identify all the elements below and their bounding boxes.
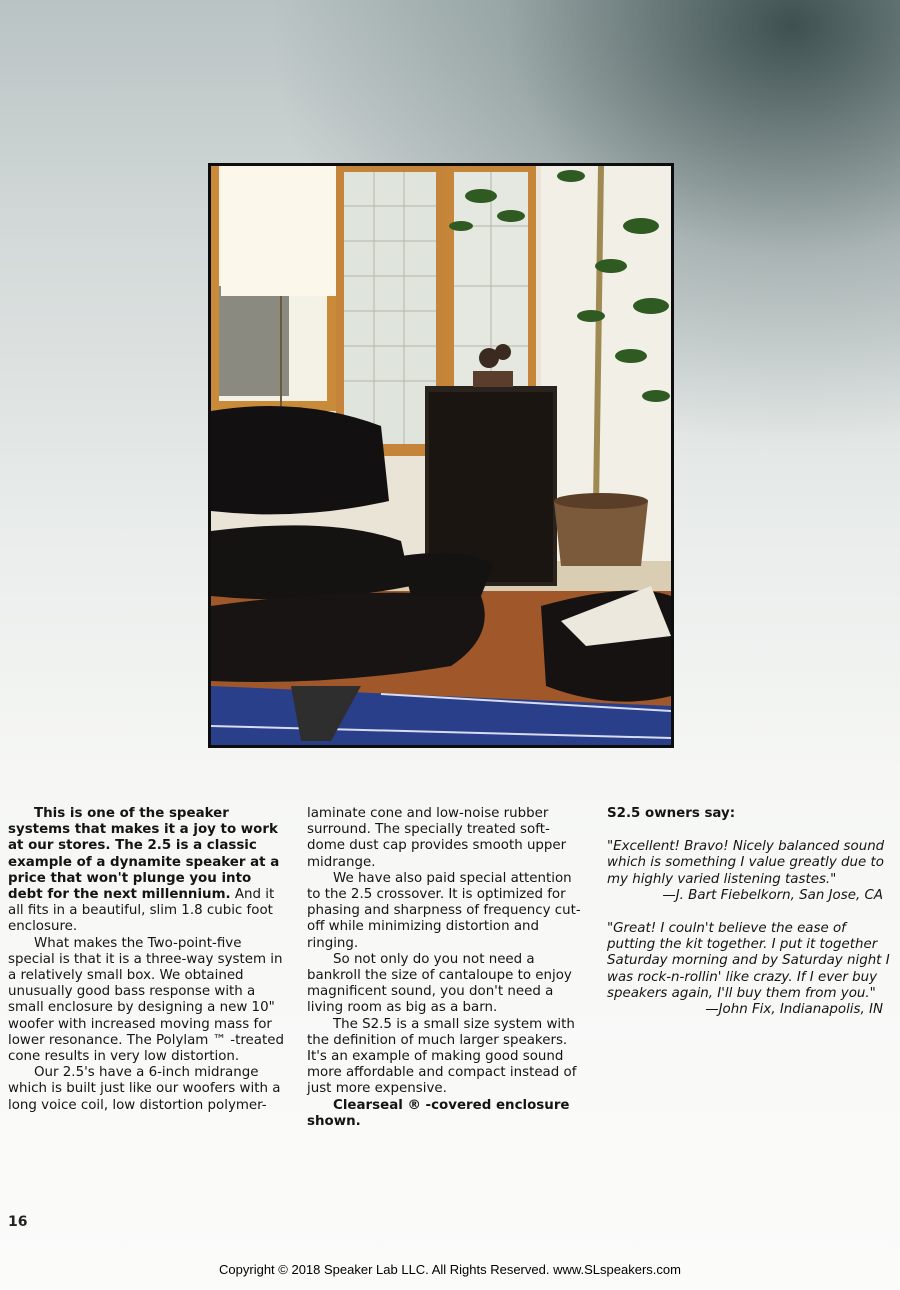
testimonial-attribution-2: —John Fix, Indianapolis, IN [705,1002,883,1018]
paragraph-bankroll: So not only do you not need a bankroll the size of cantaloupe to enjoy magnificent sound, you don't need a living room as big as a barn. [307,951,572,1016]
paragraph-design: What makes the Two-point-five special is that it is a three-way system in a relatively small box. We obtained unusually good bass response with a small enclosure by designing a new 10" woofer with increased moving mass for lower resonance. The Polylam ™ -treated cone results in very low distortion. [8,935,284,1065]
testimonial-attribution-1: —J. Bart Fiebelkorn, San Jose, CA [662,887,883,903]
intro-paragraph [8,806,290,936]
enclosure-caption: Clearseal ® -covered enclosure shown. [307,1097,570,1129]
intro-regular-text: And it all fits in a beautiful, slim 1.8 cubic foot enclosure. [8,887,275,935]
copyright-footer: Copyright © 2018 Speaker Lab LLC. All Rights Reserved. www.SLspeakers.com [219,1262,681,1277]
testimonials-heading: S2.5 owners say: [607,806,736,821]
paragraph-cone: laminate cone and low-noise rubber surround. The specially treated soft-dome dust cap provides smooth upper midrange. [307,806,567,870]
living-room-photo [208,163,674,748]
intro-bold-text: This is one of the speaker systems that makes it a joy to work at our stores. The 2.5 is a classic example of a dynamite speaker at a price that won't plunge you into debt for the next millennium. [8,806,280,903]
body-column-2 [307,806,583,1130]
testimonial-quote-1: "Excellent! Bravo! Nicely balanced sound which is something I value greatly due to my highly varied listening tastes." [607,839,885,887]
paragraph-small-size: The S2.5 is a small size system with the definition of much larger speakers. It's an example of making good sound more affordable and compact instead of just more expensive. [307,1016,577,1097]
testimonial-quote-2: "Great! I couln't believe the ease of putting the kit together. I put it together Saturday morning and by Saturday night I was rock-n-rollin' like crazy. If I ever buy speakers again, I'll buy them from you." [607,921,890,1001]
testimonials-column [607,806,897,1018]
paragraph-crossover: We have also paid special attention to the 2.5 crossover. It is optimized for phasing and sharpness of frequency cut-off while minimizing distortion and ringing. [307,870,581,951]
photo-illustration [211,166,671,745]
body-column-1 [8,806,290,1114]
paragraph-midrange: Our 2.5's have a 6-inch midrange which is built just like our woofers with a long voice coil, low distortion polymer- [8,1065,281,1113]
page-number: 16 [8,1214,28,1230]
